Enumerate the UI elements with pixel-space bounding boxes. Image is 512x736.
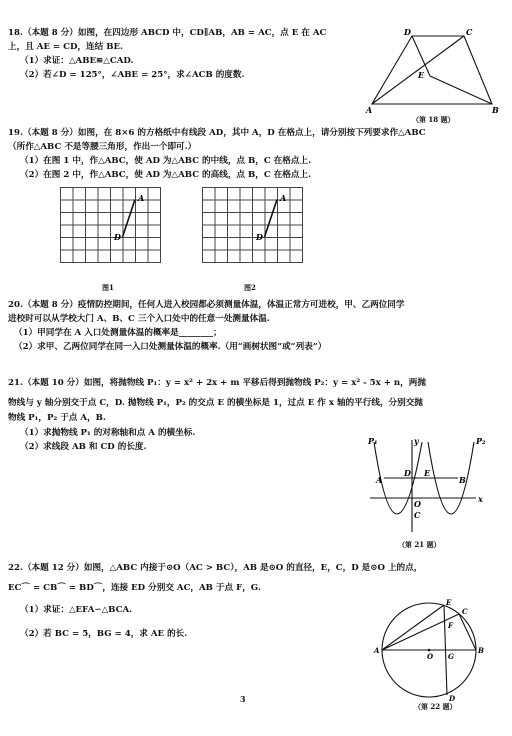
- q19-fig1-label-d: D: [114, 232, 121, 242]
- q20-part1: （1）甲同学在 A 入口处测量体温的概率是________；: [14, 328, 222, 338]
- q19-line1: 19.（本题 8 分）如图，在 8×6 的方格纸中有线段 AD，其中 A，D 在格点上，请分别按下列要求作△ABC: [8, 128, 426, 138]
- q19-figure-2-segment: [202, 187, 312, 272]
- q21-part1: （1）求抛物线 P₁ 的对称轴和点 A 的横坐标.: [20, 428, 196, 438]
- q21-label-x: x: [478, 494, 483, 504]
- q19-line2: （所作△ABC 不是等腰三角形，作出一个即可.）: [8, 142, 197, 152]
- q21-label-a: A: [376, 475, 383, 485]
- q19-figure-1-segment: [60, 187, 170, 272]
- q18-label-b: B: [492, 105, 499, 115]
- q20-line1: 20.（本题 8 分）疫情防控期间，任何人进入校园都必须测量体温，体温正常方可进校，甲、乙两位同学: [8, 300, 405, 310]
- q19-part2: （2）在图 2 中，作△ABC，使 AD 为△ABC 的高线，点 B，C 在格点上.: [20, 170, 312, 180]
- q21-label-b: B: [459, 475, 466, 485]
- q22-line1: 22.（本题 12 分）如图，△ABC 内接于⊙O（AC > BC），AB 是⊙O 的直径，E，C，D 是⊙O 上的点，: [8, 563, 423, 573]
- q19-fig1-label-a: A: [138, 193, 145, 203]
- q21-label-c: C: [414, 510, 421, 520]
- q22-label-e: E: [446, 598, 452, 607]
- q21-line1: 21.（本题 10 分）如图，将抛物线 P₁：y = x² + 2x + m 平移后得到抛物线 P₂：y = x² - 5x + n，两抛: [8, 378, 426, 388]
- q21-part2: （2）求线段 AB 和 CD 的长度.: [20, 442, 147, 452]
- q22-label-d: D: [449, 694, 456, 702]
- q18-figure: [364, 24, 504, 124]
- q22-label-f: F: [448, 621, 453, 630]
- q18-caption: （第 18 题）: [412, 115, 455, 124]
- q20-part2: （2）求甲、乙两位同学在同一入口处测量体温的概率.（用“画树状图”或“列表”）: [14, 342, 327, 352]
- q21-label-p1: P₁: [368, 436, 378, 446]
- q18-label-a: A: [366, 105, 373, 115]
- q22-label-g: G: [448, 652, 454, 661]
- q22-label-b: B: [478, 646, 484, 655]
- q21-label-p2: P₂: [476, 436, 486, 446]
- q21-line2: 物线与 y 轴分别交于点 C，D. 抛物线 P₁，P₂ 的交点 E 的横坐标是 1，过点 E 作 x 轴的平行线，分别交抛: [8, 398, 423, 408]
- q21-label-d: D: [404, 468, 411, 478]
- q18-line2: 上，且 AE = CD，连结 BE.: [8, 42, 124, 52]
- q20-line2: 进校时可以从学校大门 A、B、C 三个入口处中的任意一处测量体温.: [8, 314, 270, 324]
- q22-part1: （1）求证：△EFA∽△BCA.: [20, 605, 133, 615]
- q22-figure: [366, 598, 506, 702]
- q21-caption: （第 21 题）: [398, 540, 441, 549]
- q18-label-c: C: [466, 27, 473, 37]
- page-number: 3: [240, 694, 246, 704]
- q22-part2: （2）若 BC = 5，BG = 4，求 AE 的长.: [20, 629, 188, 639]
- q22-line2: EC⌒ = CB⌒ = BD⌒，连接 ED 分别交 AC，AB 于点 F，G.: [8, 583, 261, 593]
- q18-label-e: E: [418, 70, 425, 80]
- q18-label-d: D: [404, 27, 411, 37]
- q21-label-e: E: [424, 468, 431, 478]
- q22-caption: （第 22 题）: [414, 702, 457, 711]
- q21-figure: [366, 436, 496, 536]
- q18-line1: 18.（本题 8 分）如图，在四边形 ABCD 中，CD∥AB，AB = AC，点 E 在 AC: [8, 28, 327, 38]
- q22-label-c: C: [462, 607, 468, 616]
- q18-part2: （2）若∠D = 125°，∠ABE = 25°，求∠ACB 的度数.: [20, 70, 245, 80]
- q19-fig1-caption: 图1: [102, 283, 114, 292]
- q21-label-o: O: [414, 499, 421, 509]
- q21-label-y: y: [414, 436, 419, 446]
- q22-label-a: A: [374, 646, 380, 655]
- q21-line3: 物线 P₁，P₂ 于点 A，B.: [8, 413, 106, 423]
- q22-label-o: O: [427, 652, 434, 661]
- q19-fig2-caption: 图2: [244, 283, 256, 292]
- q19-part1: （1）在图 1 中，作△ABC，使 AD 为△ABC 的中线，点 B，C 在格点上.: [20, 156, 312, 166]
- q18-part1: （1）求证：△ABE≌△CAD.: [20, 56, 134, 66]
- q19-fig2-label-d: D: [256, 232, 263, 242]
- q19-fig2-label-a: A: [280, 193, 287, 203]
- q22-center-dot: [428, 649, 431, 652]
